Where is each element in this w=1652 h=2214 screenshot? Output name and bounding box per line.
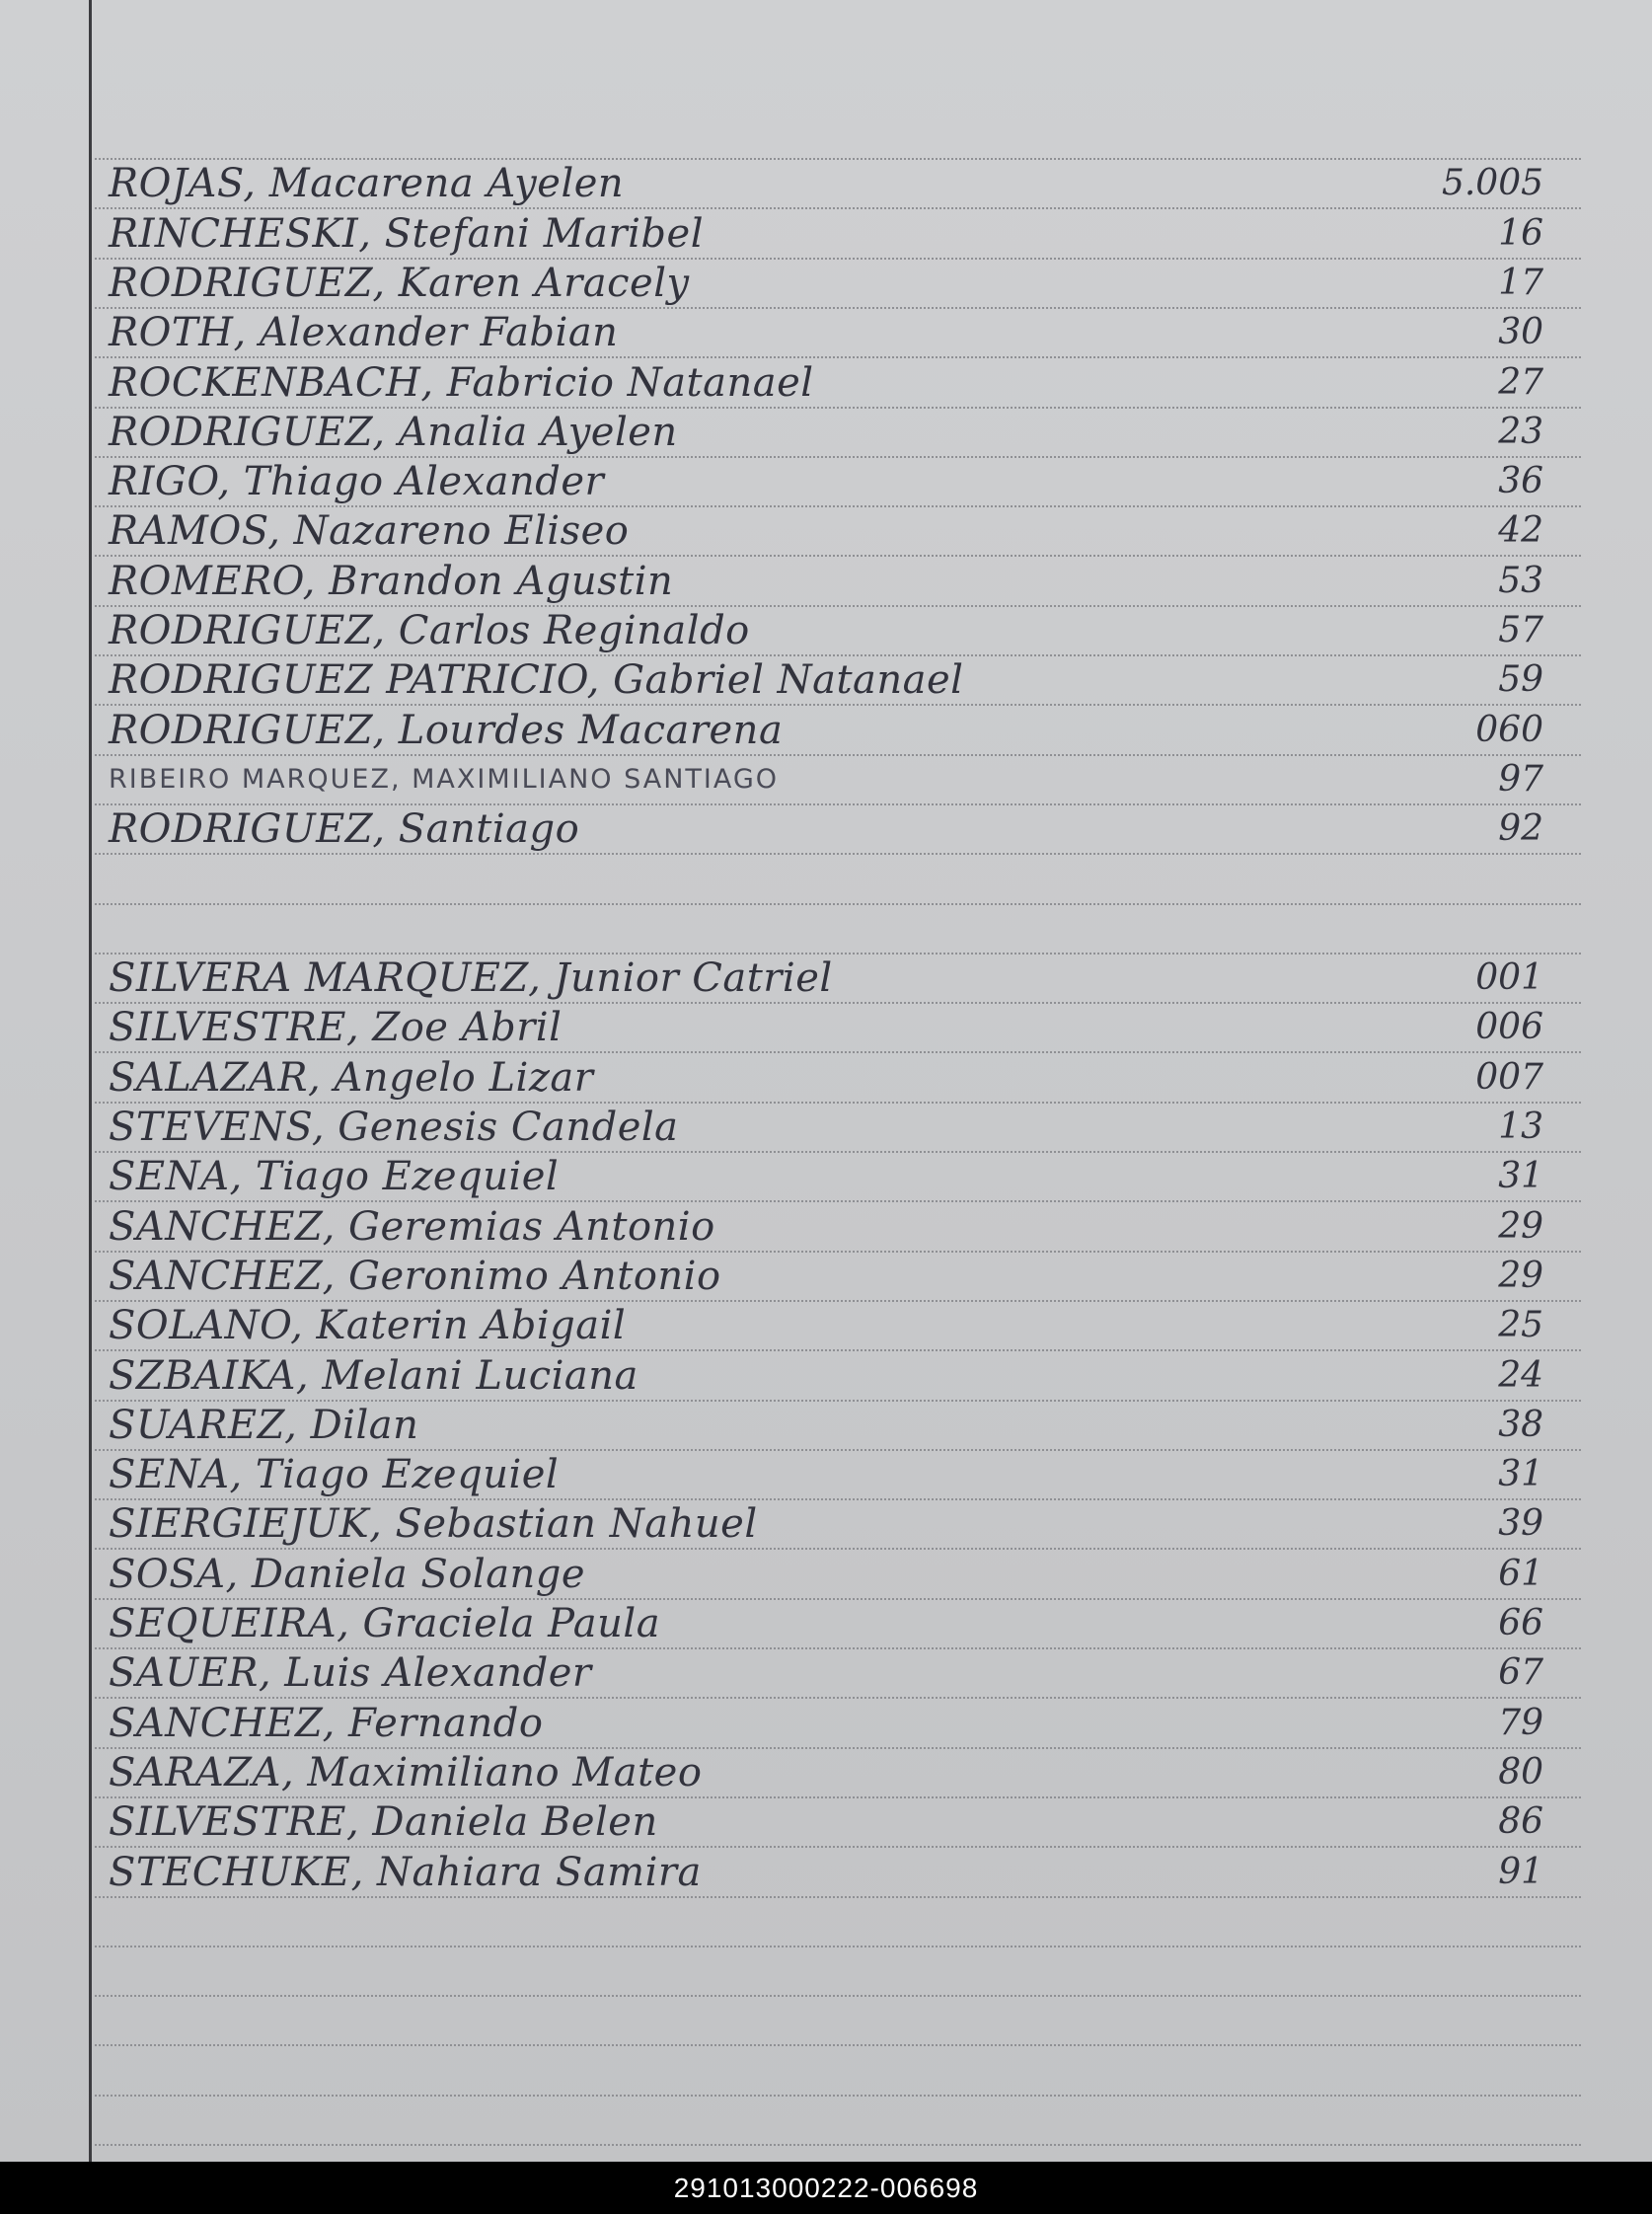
student-number: 25 bbox=[1498, 1305, 1543, 1346]
student-number: 23 bbox=[1498, 411, 1543, 452]
list-entry bbox=[99, 407, 1559, 456]
list-entry bbox=[99, 1847, 1559, 1896]
list-entry bbox=[99, 1400, 1559, 1449]
student-name: SARAZA, Maximiliano Mateo bbox=[109, 1749, 703, 1795]
student-name: SANCHEZ, Fernando bbox=[109, 1700, 544, 1746]
ruled-line bbox=[95, 2095, 1581, 2097]
student-name: SILVESTRE, Daniela Belen bbox=[109, 1799, 658, 1846]
ruled-line bbox=[95, 2044, 1581, 2046]
list-entry bbox=[99, 953, 1559, 1002]
student-number: 13 bbox=[1498, 1107, 1543, 1147]
student-name: STECHUKE, Nahiara Samira bbox=[109, 1849, 702, 1895]
student-name: SALAZAR, Angelo Lizar bbox=[109, 1054, 594, 1101]
margin-line bbox=[89, 0, 92, 2162]
list-entry bbox=[99, 505, 1559, 555]
student-number: 30 bbox=[1498, 312, 1543, 353]
student-number: 16 bbox=[1498, 212, 1543, 254]
student-name: SANCHEZ, Geremias Antonio bbox=[109, 1203, 715, 1250]
student-name: SAUER, Luis Alexander bbox=[109, 1650, 592, 1697]
list-entry bbox=[99, 1002, 1559, 1051]
student-number: 61 bbox=[1498, 1553, 1543, 1594]
list-entry bbox=[99, 1549, 1559, 1598]
student-number: 66 bbox=[1498, 1603, 1543, 1643]
student-number: 53 bbox=[1498, 560, 1543, 601]
student-name: STEVENS, Genesis Candela bbox=[109, 1105, 679, 1150]
list-entry bbox=[99, 705, 1559, 754]
student-number: 38 bbox=[1498, 1404, 1543, 1445]
student-name: RODRIGUEZ PATRICIO, Gabriel Natanael bbox=[109, 657, 964, 704]
student-name: SIERGIEJUK, Sebastian Nahuel bbox=[109, 1501, 758, 1548]
student-name: SILVESTRE, Zoe Abril bbox=[109, 1005, 563, 1051]
student-number: 29 bbox=[1498, 1205, 1543, 1247]
list-entry bbox=[99, 1251, 1559, 1300]
student-number: 001 bbox=[1475, 957, 1543, 999]
list-entry bbox=[99, 1747, 1559, 1796]
ruled-line bbox=[95, 903, 1581, 905]
student-name: ROTH, Alexander Fabian bbox=[109, 310, 619, 356]
list-entry bbox=[99, 1449, 1559, 1498]
list-entry bbox=[99, 605, 1559, 654]
student-number: 92 bbox=[1498, 808, 1543, 850]
student-number: 59 bbox=[1498, 659, 1543, 701]
ruled-line bbox=[95, 1896, 1581, 1898]
student-name: SOSA, Daniela Solange bbox=[109, 1551, 586, 1597]
student-name: RINCHESKI, Stefani Maribel bbox=[109, 210, 704, 257]
student-name: ROMERO, Brandon Agustin bbox=[109, 558, 674, 604]
list-entry bbox=[99, 1052, 1559, 1102]
student-name: RIBEIRO MARQUEZ, MAXIMILIANO SANTIAGO bbox=[109, 763, 780, 795]
list-entry bbox=[99, 754, 1559, 803]
document-id: 291013000222-006698 bbox=[673, 2172, 979, 2203]
student-number: 27 bbox=[1498, 361, 1543, 403]
list-entry bbox=[99, 1151, 1559, 1200]
student-name: SOLANO, Katerin Abigail bbox=[109, 1303, 627, 1349]
ruled-line bbox=[95, 853, 1581, 855]
student-name: RODRIGUEZ, Santiago bbox=[109, 806, 580, 853]
ruled-line bbox=[95, 2144, 1581, 2146]
student-number: 24 bbox=[1498, 1354, 1543, 1396]
list-entry bbox=[99, 307, 1559, 356]
student-name: RIGO, Thiago Alexander bbox=[109, 459, 605, 505]
student-name: RODRIGUEZ, Lourdes Macarena bbox=[109, 707, 784, 753]
list-entry bbox=[99, 1647, 1559, 1697]
list-entry bbox=[99, 654, 1559, 704]
student-number: 17 bbox=[1498, 262, 1543, 303]
student-name: RODRIGUEZ, Carlos Reginaldo bbox=[109, 608, 750, 653]
student-number: 80 bbox=[1498, 1751, 1543, 1793]
student-number: 91 bbox=[1498, 1851, 1543, 1892]
student-number: 006 bbox=[1475, 1007, 1543, 1048]
list-entry bbox=[99, 803, 1559, 853]
list-entry bbox=[99, 1698, 1559, 1747]
student-name: ROJAS, Macarena Ayelen bbox=[109, 161, 625, 207]
student-name: RODRIGUEZ, Karen Aracely bbox=[109, 260, 690, 306]
student-number: 42 bbox=[1498, 510, 1543, 552]
list-entry bbox=[99, 1350, 1559, 1400]
student-name: SANCHEZ, Geronimo Antonio bbox=[109, 1253, 721, 1299]
student-number: 39 bbox=[1498, 1503, 1543, 1545]
list-entry bbox=[99, 1796, 1559, 1846]
student-number: 31 bbox=[1498, 1156, 1543, 1197]
list-entry bbox=[99, 258, 1559, 307]
list-entry bbox=[99, 1300, 1559, 1349]
list-entry bbox=[99, 556, 1559, 605]
student-name: SUAREZ, Dilan bbox=[109, 1402, 419, 1448]
list-entry bbox=[99, 1598, 1559, 1647]
list-entry bbox=[99, 357, 1559, 407]
student-number: 57 bbox=[1498, 610, 1543, 650]
student-number: 31 bbox=[1498, 1454, 1543, 1495]
student-name: SENA, Tiago Ezequiel bbox=[109, 1452, 560, 1498]
student-number: 86 bbox=[1498, 1801, 1543, 1843]
document-id-bar bbox=[0, 2162, 1652, 2214]
student-name: SEQUEIRA, Graciela Paula bbox=[109, 1601, 661, 1646]
student-name: SZBAIKA, Melani Luciana bbox=[109, 1352, 638, 1399]
student-name: RODRIGUEZ, Analia Ayelen bbox=[109, 409, 678, 455]
student-number: 79 bbox=[1498, 1702, 1543, 1743]
list-entry bbox=[99, 208, 1559, 258]
list-entry bbox=[99, 1201, 1559, 1251]
ruled-line bbox=[95, 1995, 1581, 1997]
student-name: SENA, Tiago Ezequiel bbox=[109, 1154, 560, 1200]
student-number: 5.005 bbox=[1441, 163, 1543, 204]
list-entry bbox=[99, 1102, 1559, 1151]
student-name: ROCKENBACH, Fabricio Natanael bbox=[109, 359, 814, 406]
student-number: 67 bbox=[1498, 1652, 1543, 1694]
ruled-line bbox=[95, 1946, 1581, 1947]
student-number: 36 bbox=[1498, 461, 1543, 502]
student-number: 97 bbox=[1498, 758, 1543, 800]
student-number: 060 bbox=[1475, 709, 1543, 750]
student-number: 007 bbox=[1475, 1056, 1543, 1098]
list-entry bbox=[99, 158, 1559, 207]
student-name: RAMOS, Nazareno Eliseo bbox=[109, 508, 630, 555]
list-entry bbox=[99, 456, 1559, 505]
student-name: SILVERA MARQUEZ, Junior Catriel bbox=[109, 955, 833, 1002]
student-number: 29 bbox=[1498, 1255, 1543, 1296]
list-entry bbox=[99, 1498, 1559, 1548]
